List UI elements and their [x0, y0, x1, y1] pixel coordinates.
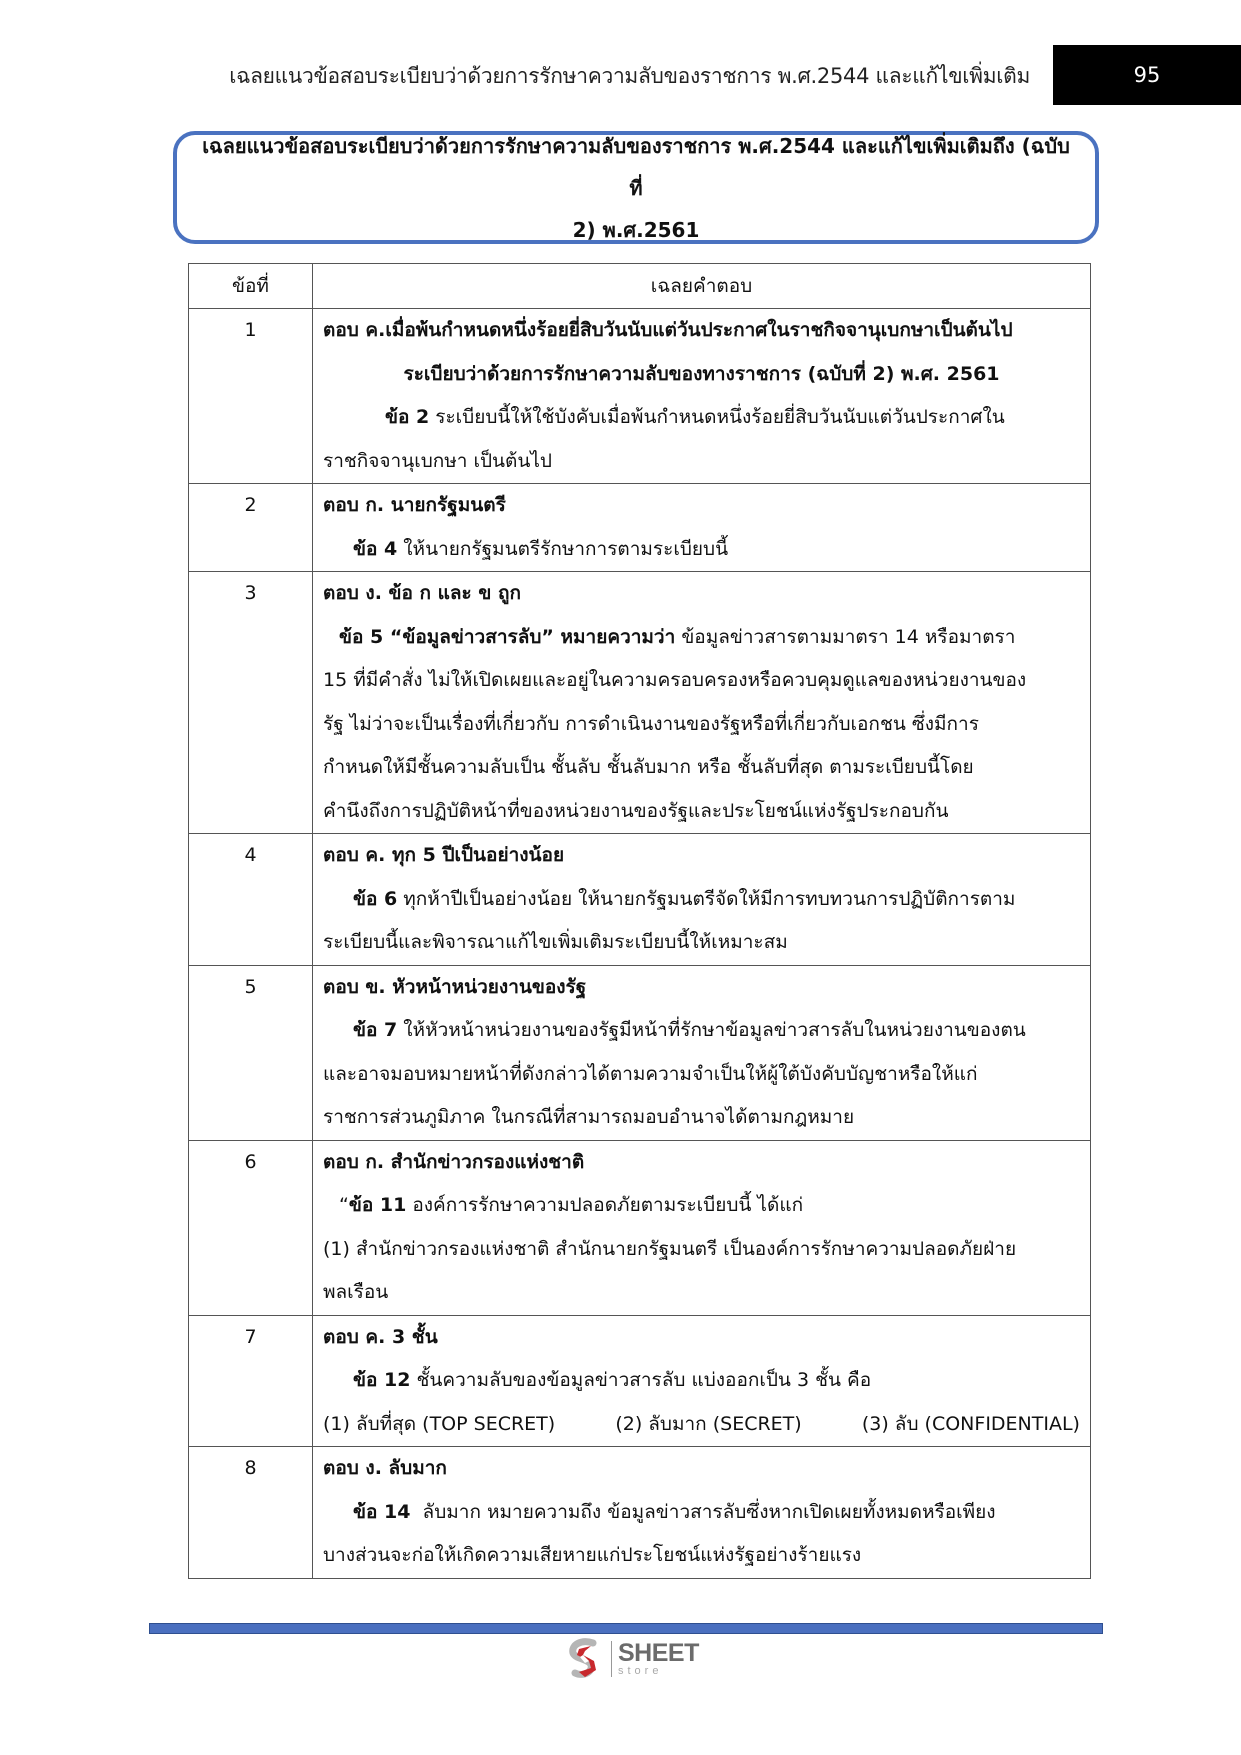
answer-cell [313, 834, 1091, 966]
clause-label: ข้อ 11 [348, 1194, 407, 1216]
table-row [189, 1315, 1091, 1447]
explanation-line: ข้อ 5 “ข้อมูลข่าวสารลับ” หมายความว่า ข้อมูลข่าวสารตามมาตรา 14 หรือมาตรา [339, 625, 1016, 648]
logo-sub-text: store [618, 1665, 663, 1677]
clause-label: ข้อ 14 [353, 1500, 411, 1523]
explanation-line: (1) สำนักข่าวกรองแห่งชาติ สำนักนายกรัฐมนตรี เป็นองค์การรักษาความปลอดภัยฝ่าย [323, 1237, 1017, 1260]
level-top-secret: (1) ลับที่สุด (TOP SECRET) [323, 1412, 556, 1435]
answer-choice: ตอบ ข. หัวหน้าหน่วยงานของรัฐ [323, 975, 587, 998]
question-number: 8 [189, 1447, 313, 1579]
answer-choice: ตอบ ค. ทุก 5 ปีเป็นอย่างน้อย [323, 844, 565, 866]
answer-cell [313, 484, 1091, 572]
explanation-line: ข้อ 14 ลับมาก หมายความถึง ข้อมูลข่าวสารลับซึ่งหากเปิดเผยทั้งหมดหรือเพียง [353, 1500, 996, 1523]
explanation-line: ข้อ 12 ชั้นความลับของข้อมูลข่าวสารลับ แบ่งออกเป็น 3 ชั้น คือ [353, 1369, 872, 1391]
explanation-line: รัฐ ไม่ว่าจะเป็นเรื่องที่เกี่ยวกับ การดำเนินงานของรัฐหรือที่เกี่ยวกับเอกชน ซึ่งมีการ [323, 712, 979, 735]
table-row [189, 309, 1091, 484]
answer-cell [313, 1315, 1091, 1447]
explanation-line: กำหนดให้มีชั้นความลับเป็น ชั้นลับ ชั้นลับมาก หรือ ชั้นลับที่สุด ตามระเบียบนี้โดย [323, 756, 974, 778]
logo-wordmark [618, 1641, 699, 1677]
question-number: 2 [189, 484, 313, 572]
column-header-number: ข้อที่ [189, 264, 313, 309]
clause-label: ข้อ 2 [385, 406, 430, 428]
answer-choice: ตอบ ง. ข้อ ก และ ข ถูก [323, 582, 521, 604]
sheet-store-logo [563, 1637, 699, 1681]
table-row [189, 572, 1091, 834]
level-secret: (2) ลับมาก (SECRET) [615, 1412, 802, 1435]
page-number-box [1053, 45, 1241, 105]
question-number: 6 [189, 1140, 313, 1315]
logo-divider [611, 1641, 612, 1677]
table-row [189, 1140, 1091, 1315]
document-title-box [173, 131, 1099, 244]
explanation-line: ราชกิจจานุเบกษา เป็นต้นไป [323, 449, 552, 472]
running-header-title: เฉลยแนวข้อสอบระเบียบว่าด้วยการรักษาความลับของราชการ พ.ศ.2544 และแก้ไขเพิ่มเติม [229, 64, 1030, 88]
page-number: 95 [1133, 63, 1161, 87]
explanation-line: ข้อ 6 ทุกห้าปีเป็นอย่างน้อย ให้นายกรัฐมนตรีจัดให้มีการทบทวนการปฏิบัติการตาม [353, 887, 1016, 910]
clause-label: ข้อ 7 [353, 1019, 398, 1041]
answer-choice: ตอบ ง. ลับมาก [323, 1457, 447, 1479]
question-number: 5 [189, 965, 313, 1140]
answer-choice: ตอบ ค. 3 ชั้น [323, 1325, 438, 1348]
answer-choice: ตอบ ค.เมื่อพ้นกำหนดหนึ่งร้อยยี่สิบวันนับแต่วันประกาศในราชกิจจานุเบกษาเป็นต้นไป [323, 319, 1013, 341]
level-confidential: (3) ลับ (CONFIDENTIAL) [861, 1412, 1080, 1435]
explanation-line: ระเบียบนี้และพิจารณาแก้ไขเพิ่มเติมระเบียบนี้ให้เหมาะสม [323, 931, 788, 953]
explanation-line: ข้อ 7 ให้หัวหน้าหน่วยงานของรัฐมีหน้าที่รักษาข้อมูลข่าวสารลับในหน่วยงานของตน [353, 1019, 1026, 1041]
answer-cell [313, 965, 1091, 1140]
answer-choice: ตอบ ก. นายกรัฐมนตรี [323, 494, 506, 516]
question-number: 1 [189, 309, 313, 484]
table-row [189, 1447, 1091, 1579]
logo-main-text: SHEET [618, 1639, 699, 1667]
answer-key-table [188, 263, 1091, 1579]
table-row [189, 965, 1091, 1140]
answer-cell [313, 1447, 1091, 1579]
answer-cell [313, 572, 1091, 834]
footer-divider-bar [149, 1623, 1103, 1634]
column-header-answer: เฉลยคำตอบ [313, 264, 1091, 309]
answer-cell [313, 1140, 1091, 1315]
clause-label: ข้อ 12 [353, 1369, 411, 1391]
sheet-store-s-icon [563, 1637, 607, 1681]
question-number: 4 [189, 834, 313, 966]
explanation-line: และอาจมอบหมายหน้าที่ดังกล่าวได้ตามความจำเป็นให้ผู้ใต้บังคับบัญชาหรือให้แก่ [323, 1062, 978, 1085]
explanation-line: พลเรือน [323, 1281, 389, 1303]
document-title-line-2: 2) พ.ศ.2561 [572, 217, 700, 242]
clause-label: ข้อ 6 [353, 887, 398, 910]
clause-label: ข้อ 5 “ข้อมูลข่าวสารลับ” หมายความว่า [339, 625, 676, 648]
explanation-line: บางส่วนจะก่อให้เกิดความเสียหายแก่ประโยชน์แห่งรัฐอย่างร้ายแรง [323, 1544, 862, 1566]
classification-levels [323, 1403, 1080, 1447]
answer-choice: ตอบ ก. สำนักข่าวกรองแห่งชาติ [323, 1150, 585, 1173]
explanation-line: ข้อ 2 ระเบียบนี้ให้ใช้บังคับเมื่อพ้นกำหนดหนึ่งร้อยยี่สิบวันนับแต่วันประกาศใน [385, 406, 1005, 428]
explanation-line: “ข้อ 11 องค์การรักษาความปลอดภัยตามระเบียบนี้ ได้แก่ [339, 1194, 804, 1216]
answer-cell [313, 309, 1091, 484]
table-row [189, 484, 1091, 572]
table-header-row [189, 264, 1091, 309]
clause-label: ข้อ 4 [353, 537, 398, 560]
explanation-line: คำนึงถึงการปฏิบัติหน้าที่ของหน่วยงานของรัฐและประโยชน์แห่งรัฐประกอบกัน [323, 799, 949, 822]
explanation-line: 15 ที่มีคำสั่ง ไม่ให้เปิดเผยและอยู่ในความครอบครองหรือควบคุมดูแลของหน่วยงานของ [323, 669, 1027, 691]
question-number: 3 [189, 572, 313, 834]
regulation-subtitle: ระเบียบว่าด้วยการรักษาความลับของทางราชการ (ฉบับที่ 2) พ.ศ. 2561 [403, 362, 1000, 385]
table-row [189, 834, 1091, 966]
document-title-line-1: เฉลยแนวข้อสอบระเบียบว่าด้วยการรักษาความลับของราชการ พ.ศ.2544 และแก้ไขเพิ่มเติมถึง (ฉบับที่ [202, 133, 1070, 200]
question-number: 7 [189, 1315, 313, 1447]
explanation-line: ข้อ 4 ให้นายกรัฐมนตรีรักษาการตามระเบียบนี้ [353, 537, 729, 560]
explanation-line: ราชการส่วนภูมิภาค ในกรณีที่สามารถมอบอำนาจได้ตามกฎหมาย [323, 1106, 855, 1128]
